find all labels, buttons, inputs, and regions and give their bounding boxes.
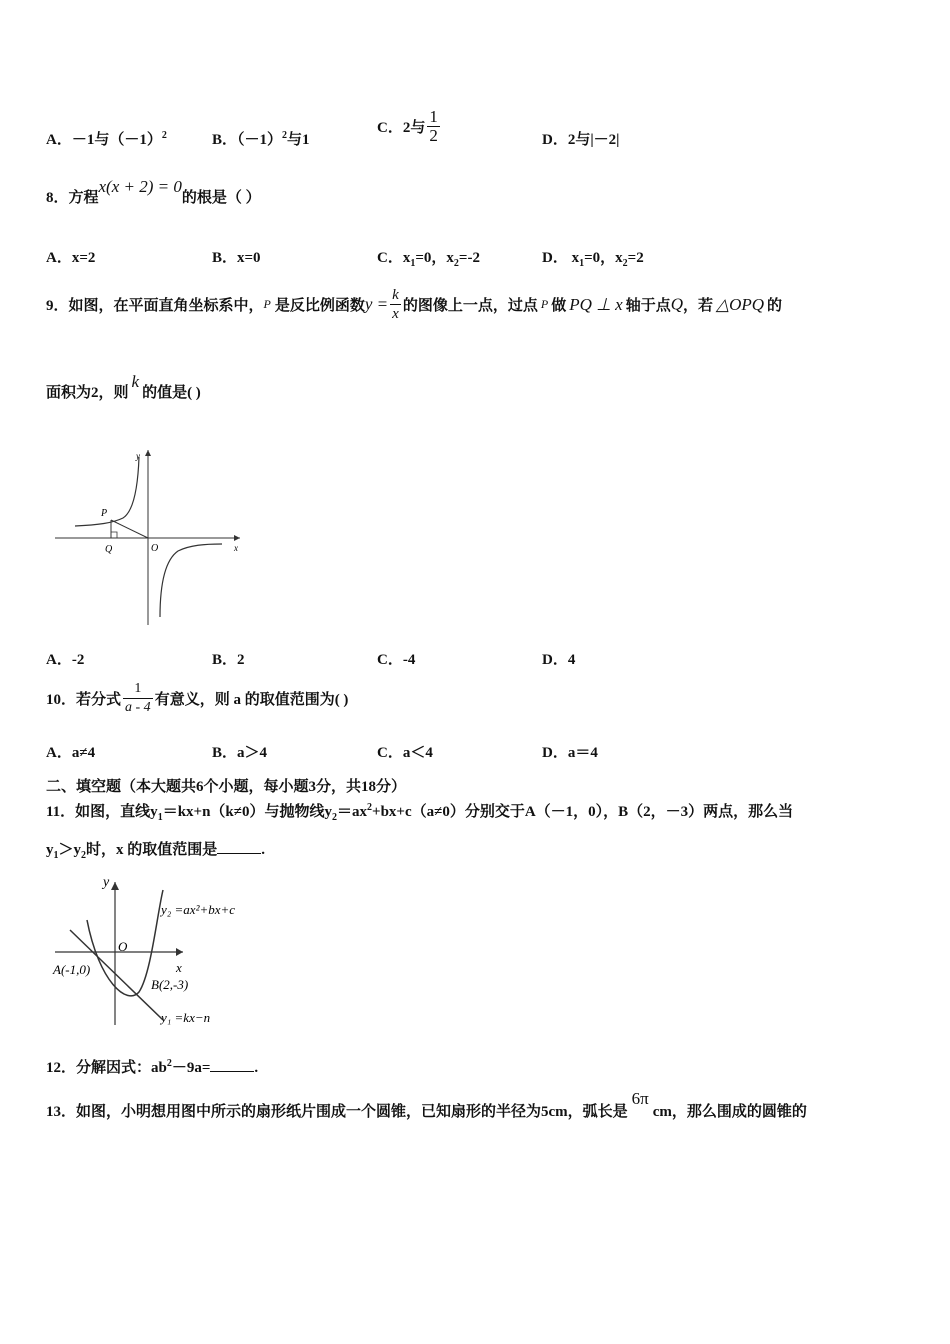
q7-option-b: B．$(-1)^2$与1 bbox=[212, 130, 310, 148]
q7-option-a: A．－1与$(-1)^2$ bbox=[46, 130, 167, 148]
q10-option-c: C．a＜4 bbox=[377, 745, 433, 761]
q7-option-d: D．2与|－2| bbox=[542, 132, 620, 148]
q9-right-angle-mark bbox=[111, 532, 117, 538]
q11-answer-blank[interactable] bbox=[217, 853, 261, 854]
q9-option-d: D．4 bbox=[542, 652, 576, 668]
q9-label-o: O bbox=[151, 543, 159, 554]
q12-question: 12．分解因式：$ab^2-9a=$ . bbox=[46, 1058, 259, 1076]
q11-line-parabola-figure bbox=[45, 870, 285, 1035]
q9-k-over-x: $\frac{k}{x}$ bbox=[392, 287, 399, 322]
q9-option-a: A．-2 bbox=[46, 652, 85, 668]
q12-answer-blank[interactable] bbox=[210, 1071, 254, 1072]
q7-c-fraction: $\frac{1}{2}$ bbox=[429, 107, 438, 145]
q8-option-c: C．$x_1=0$，$x_2=-2$ bbox=[377, 250, 480, 269]
q10-option-d: D．a＝4 bbox=[542, 745, 598, 761]
q11-label-point-b: B(2,-3) bbox=[151, 977, 189, 992]
q11-label-y2: y₂ =ax²+bx+c bbox=[161, 902, 236, 917]
q9-question-line2: 面积为2，则k的值是( ) bbox=[46, 372, 201, 401]
q11-label-y: y bbox=[103, 875, 110, 890]
q11-label-y1: y₁ =kx−n bbox=[161, 1010, 211, 1025]
q8-question: 8．方程x(x + 2) = 0的根是（ ） bbox=[46, 177, 261, 206]
q9-segment-po bbox=[111, 520, 148, 538]
q11-label-point-a: A(-1,0) bbox=[53, 962, 91, 977]
q9-label-p: P bbox=[101, 508, 108, 519]
q11-label-x: x bbox=[176, 960, 182, 975]
q11-x-axis-arrow bbox=[176, 948, 183, 956]
section-2-heading: 二、填空题（本大题共6个小题，每小题3分，共18分） bbox=[46, 779, 407, 795]
q8-option-a: A．x=2 bbox=[46, 250, 96, 266]
q10-option-a: A．a≠4 bbox=[46, 745, 96, 761]
q11-question: 11．如图，直线$y_1=kx+n(k\ne 0)$与抛物线$y_2=ax^2+bx+c(a\ne 0)$分别交于A（－1，0），B（2，－3）两点，那么当 bbox=[46, 802, 794, 823]
q9-label-q: Q bbox=[105, 544, 113, 555]
q8-option-d: D． $x_1=0$，$x_2=2$ bbox=[542, 250, 644, 269]
q10-fraction: $\frac{1}{a - 4}$ bbox=[125, 681, 151, 715]
q8-option-b: B．x=0 bbox=[212, 250, 261, 266]
q9-question: 9．如图，在平面直角坐标系中，P 是反比例函数y = $\frac{k}{x}$ 的图像上一点，过点 P 做 PQ ⊥ x 轴于点Q，若 △OPQ 的 bbox=[46, 287, 783, 322]
q9-option-c: C．-4 bbox=[377, 652, 416, 668]
q7-option-c: C．2与 $\frac{1}{2}$ bbox=[377, 107, 438, 145]
q10-option-b: B．a＞4 bbox=[212, 745, 268, 761]
q9-label-x: x bbox=[234, 543, 238, 553]
q11-label-o: O bbox=[118, 939, 128, 954]
q9-label-y: y bbox=[136, 451, 140, 461]
q9-x-axis-arrow bbox=[234, 535, 240, 541]
q9-hyperbola-figure bbox=[50, 445, 250, 630]
q11-question-line2: $y_1>y_2$时，x 的取值范围是 . bbox=[46, 842, 266, 861]
q9-hyperbola-branch-right bbox=[160, 544, 222, 617]
q9-option-b: B．2 bbox=[212, 652, 245, 668]
q10-question: 10．若分式 $\frac{1}{a - 4}$ 有意义，则 a 的取值范围为( ) bbox=[46, 681, 349, 715]
q13-question: 13．如图，小明想用图中所示的扇形纸片围成一个圆锥，已知扇形的半径为5cm，弧长是6πcm，那么围成的圆锥的 bbox=[46, 1089, 807, 1120]
q11-y-axis-arrow bbox=[111, 882, 119, 890]
q9-y-axis-arrow bbox=[145, 450, 151, 456]
